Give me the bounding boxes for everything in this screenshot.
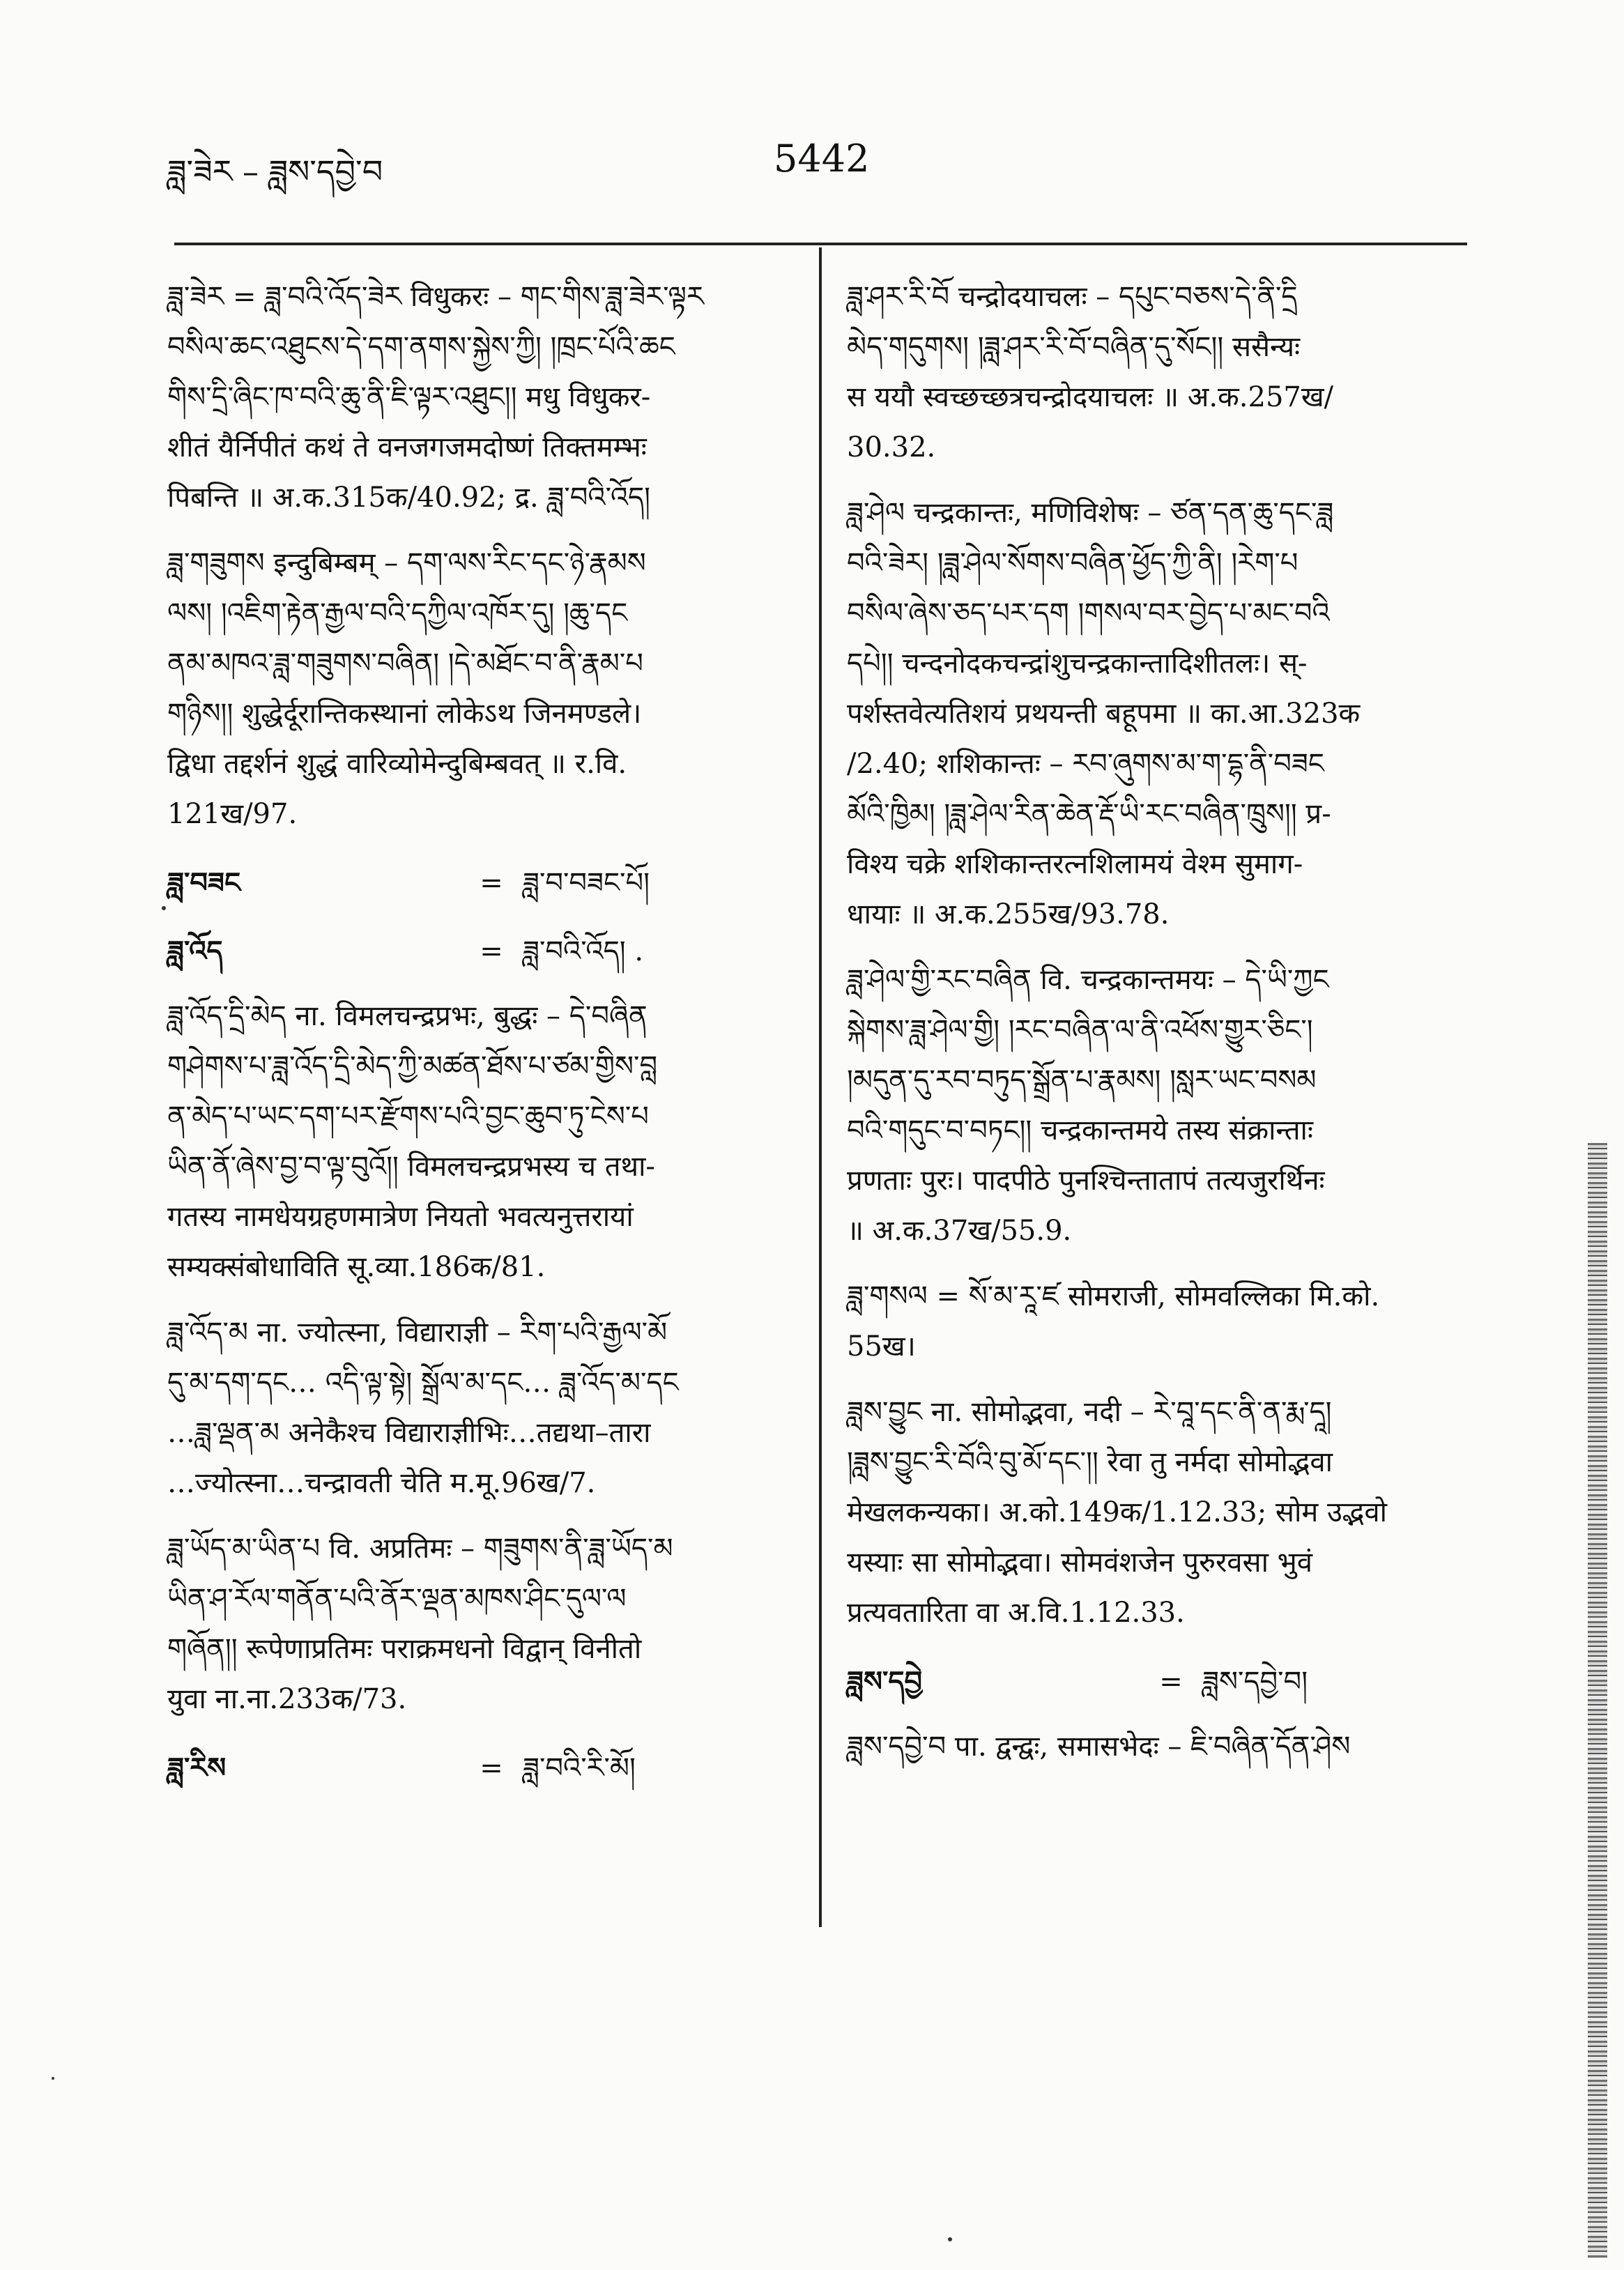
entry-line: पिबन्ति ॥ अ.क.315क/40.92; द्र. ཟླ་བའི་འོད། bbox=[167, 482, 651, 514]
entry-line: དུ་མ་དག་དང… འདི་ལྟ་སྟེ། སྒྲོལ་མ་དང… ཟླ་འོད་མ་དང bbox=[167, 1367, 679, 1399]
cross-reference-entry bbox=[167, 923, 788, 980]
entry-line: ཡིན་ནོ་ཞེས་བྱ་བ་ལྟ་བུའོ།། विमलचन्द्रप्रभस्य च तथा- bbox=[167, 1151, 655, 1183]
column-divider bbox=[819, 247, 822, 1927]
entry-line: 55ख। bbox=[847, 1330, 916, 1363]
entry-line: ཟླ་ཟེར = ཟླ་བའི་འོད་ཟེར विधुकरः – གང་གིས་ཟླ་ཟེར་ལྟར bbox=[167, 281, 704, 313]
entry-line: पर्शस्तवेत्यतिशयं प्रथयन्ती बहूपमा ॥ का.आ.323क bbox=[847, 698, 1361, 730]
entry-line: ནམ་མཁའ་ཟླ་གཟུགས་བཞིན། །དེ་མཐོང་བ་ནི་རྣམ་པ bbox=[167, 647, 643, 680]
entry-line: धायाः ॥ अ.क.255ख/93.78. bbox=[847, 898, 1170, 930]
headword: ཟླས་དབྱེ bbox=[847, 1665, 923, 1698]
running-head: ཟླ་ཟེར – ཟླས་དབྱེ་བ bbox=[167, 153, 383, 190]
equals-sign: = bbox=[480, 1752, 503, 1784]
equals-sign: = bbox=[480, 867, 503, 899]
entry-line: स ययौ स्वच्छच्छत्रचन्द्रोदयाचलः ॥ अ.क.257ख/ bbox=[847, 381, 1334, 413]
entry-line: གཉིས།། शुद्धेर्दूरान्तिकस्थानां लोकेऽथ जिनमण्डले। bbox=[167, 698, 642, 730]
entry-line: མེད་གདུགས། །ཟླ་ཤར་རི་བོ་བཞིན་དུ་སོང།། ससैन्यः bbox=[847, 331, 1301, 363]
entry-line: द्विधा तद्दर्शनं शुद्धं वारिव्योमेन्दुबिम्बवत् ॥ र.वि. bbox=[167, 748, 627, 780]
entry-line: मेखलकन्यका। अ.को.149क/1.12.33; सोम उद्भवो bbox=[847, 1496, 1388, 1528]
entry-line: བསིལ་ཞེས་ཅད་པར་དག །གསལ་བར་བྱེད་པ་མང་བའི bbox=[847, 597, 1330, 629]
entry-line: शीतं यैर्निपीतं कथं ते वनजगजमदोष्णं तिक्तमम्भः bbox=[167, 431, 647, 463]
entry-line: सम्यक्संबोधाविति सू.व्या.186क/81. bbox=[167, 1251, 546, 1283]
dictionary-entry bbox=[167, 991, 788, 1292]
dictionary-entry bbox=[167, 272, 788, 523]
dictionary-entry bbox=[847, 488, 1467, 940]
cross-reference-entry bbox=[847, 1653, 1467, 1710]
cross-reference-target: ཟླ་བའི་རི་མོ། bbox=[523, 1752, 636, 1784]
entry-line: །མདུན་དུ་རབ་བཏུད་སྒྲོན་པ་རྣམས། །སླར་ཡང་བསམ bbox=[847, 1064, 1317, 1096]
scan-speck bbox=[162, 906, 166, 910]
page-number: 5442 bbox=[774, 137, 870, 181]
entry-line: གཞོན།། रूपेणाप्रतिमः पराक्रमधनो विद्वान् विनीतो bbox=[167, 1633, 642, 1665]
entry-line: युवा ना.ना.233क/73. bbox=[167, 1683, 407, 1715]
entry-line: གིས་དྲི་ཞིང་ཁ་བའི་ཆུ་ནི་ཇི་ལྟར་འཐུང།། मधु विधुकर- bbox=[167, 381, 651, 413]
entry-line: ཟླ་ཤེལ चन्द्रकान्तः, मणिविशेषः – ཙན་དན་ཆུ་དང་ཟླ bbox=[847, 497, 1334, 529]
entry-line: 121ख/97. bbox=[167, 798, 298, 830]
headword: ཟླ་འོད bbox=[167, 935, 223, 967]
dictionary-entry bbox=[847, 1271, 1467, 1372]
cross-reference-target: ཟླ་བའི་འོད། . bbox=[523, 935, 644, 967]
scan-edge-artifact bbox=[1588, 1143, 1607, 2258]
cross-reference-target: ཟླ་བ་བཟང་པོ། bbox=[523, 867, 650, 899]
headword: ཟླ་རིས bbox=[167, 1751, 227, 1784]
left-column bbox=[167, 272, 788, 1808]
entry-line: ལས། །འཇིག་རྟེན་རྒྱལ་བའི་དཀྱིལ་འཁོར་དུ། །ཆུ་དང bbox=[167, 597, 628, 629]
entry-line: /2.40; शशिकान्तः – རབ་ཞུགས་མ་ག་དྷ་ནི་བཟང bbox=[847, 748, 1324, 780]
entry-line: ॥ अ.क.37ख/55.9. bbox=[847, 1215, 1072, 1247]
cross-reference-entry bbox=[167, 854, 788, 912]
entry-line: प्रणताः पुरः। पादपीठे पुनश्चिन्तातापं तत्यजुरर्थिनः bbox=[847, 1165, 1325, 1197]
entry-line: ཟླ་འོད་མ ना. ज्योत्स्ना, विद्याराज्ञी – རིག་པའི་རྒྱལ་མོ bbox=[167, 1317, 668, 1349]
scan-speck bbox=[948, 2237, 952, 2241]
scan-speck bbox=[52, 2077, 54, 2080]
entry-line: ན་མེད་པ་ཡང་དག་པར་རྫོགས་པའི་བྱང་ཆུབ་ཏུ་ངེས་པ bbox=[167, 1101, 649, 1133]
dictionary-entry bbox=[167, 1307, 788, 1508]
entry-line: བའི་གདུང་བ་བཏང།། चन्द्रकान्तमये तस्य संक्रान्ताः bbox=[847, 1114, 1313, 1146]
cross-reference-target: ཟླས་དབྱེ་བ། bbox=[1202, 1666, 1308, 1698]
entry-line: ཟླ་ཤར་རི་བོ चन्द्रोदयाचलः – དཔུང་བཅས་དེ་ནི་དྲི bbox=[847, 281, 1298, 313]
equals-sign: = bbox=[1159, 1666, 1183, 1698]
dictionary-entry bbox=[847, 272, 1467, 473]
entry-line: ཡིན་ཤ་རོལ་གནོན་པའི་ནོར་ལྡན་མཁས་ཤིང་དུལ་ལ bbox=[167, 1583, 627, 1615]
entry-line: …ཟླ་ལྡན་མ अनेकैश्च विद्याराज्ञीभिः…तद्यथा–तारा bbox=[167, 1417, 651, 1449]
entry-line: ཟླ་གསལ = སོ་མ་རཱ་ཛ सोमराजी, सोमवल्लिका मि.को. bbox=[847, 1280, 1380, 1312]
entry-line: ཟླ་ཤེལ་གྱི་རང་བཞིན वि. चन्द्रकान्तमयः – དེ་ཡི་ཀྱང bbox=[847, 964, 1329, 996]
entry-line: བའི་ཟེར། །ཟླ་ཤེལ་སོགས་བཞིན་ཕྱོད་ཀྱི་ནི། །རེག་པ bbox=[847, 547, 1299, 579]
dictionary-entry bbox=[167, 538, 788, 839]
entry-line: …ज्योत्स्ना…चन्द्रावती चेति म.मू.96ख/7. bbox=[167, 1467, 596, 1499]
entry-line: ཟླས་དབྱེ་བ पा. द्वन्द्वः, समासभेदः – ཇི་བཞིན་དོན་ཤེས bbox=[847, 1731, 1351, 1763]
entry-line: यस्याः सा सोमोद्भवा। सोमवंशजेन पुरुरवसा भुवं bbox=[847, 1547, 1313, 1579]
entry-line: 30.32. bbox=[847, 431, 936, 463]
equals-sign: = bbox=[480, 935, 503, 967]
entry-line: །ཟླས་བྱུང་རི་བོའི་བུ་མོ་དང་།། रेवा तु नर्मदा सोमोद्भवा bbox=[847, 1446, 1333, 1478]
entry-line: གཤེགས་པ་ཟླ་འོད་དྲི་མེད་ཀྱི་མཚན་ཐོས་པ་ཙམ་གྱིས་བླ bbox=[167, 1050, 658, 1082]
entry-line: प्रत्यवतारिता वा अ.वि.1.12.33. bbox=[847, 1597, 1185, 1629]
right-column bbox=[847, 272, 1467, 1787]
entry-line: ཟླ་གཟུགས इन्दुबिम्बम् – དག་ལས་རིང་དང་ཉེ་རྣམས bbox=[167, 547, 646, 579]
entry-line: དཔེ།། चन्दनोदकचन्द्रांशुचन्द्रकान्तादिशीतलः। स्- bbox=[847, 647, 1308, 680]
entry-line: སྐེགས་ཟླ་ཤེལ་གྱི། །རང་བཞིན་ལ་ནི་འཕོས་གྱུར་ཅིང་། bbox=[847, 1014, 1313, 1046]
dictionary-entry bbox=[847, 1721, 1467, 1772]
header-rule bbox=[174, 243, 1467, 245]
entry-line: ཟླ་འོད་དྲི་མེད ना. विमलचन्द्रप्रभः, बुद्धः – དེ་བཞིན bbox=[167, 1000, 648, 1032]
entry-line: ཟླས་བྱུང ना. सोमोद्भवा, नदी – རེ་བཱ་དང་ནི་ན་རྨ་དཱ། bbox=[847, 1396, 1332, 1428]
cross-reference-entry bbox=[167, 1740, 788, 1797]
dictionary-entry bbox=[167, 1524, 788, 1724]
headword: ཟླ་བཟང bbox=[167, 866, 241, 899]
dictionary-entry bbox=[847, 1387, 1467, 1638]
entry-line: ཟླ་ཡོད་མ་ཡིན་པ वि. अप्रतिमः – གཟུགས་ནི་ཟླ་ཡོད་མ bbox=[167, 1533, 673, 1565]
dictionary-entry bbox=[847, 955, 1467, 1256]
entry-line: མོའི་ཁྱིམ། །ཟླ་ཤེལ་རིན་ཆེན་རྡོ་ཡི་རང་བཞིན་ཁྲུས།། प्र- bbox=[847, 798, 1331, 830]
entry-line: गतस्य नामधेयग्रहणमात्रेण नियतो भवत्यनुत्तरायां bbox=[167, 1201, 634, 1233]
entry-line: བསིལ་ཆང་འཐུངས་དེ་དག་ནགས་སྐྱེས་ཀྱི། །ཁྲང་པོའི་ཆང bbox=[167, 331, 675, 363]
entry-line: विश्य चक्रे शशिकान्तरत्नशिलामयं वेश्म सुमाग- bbox=[847, 848, 1303, 880]
